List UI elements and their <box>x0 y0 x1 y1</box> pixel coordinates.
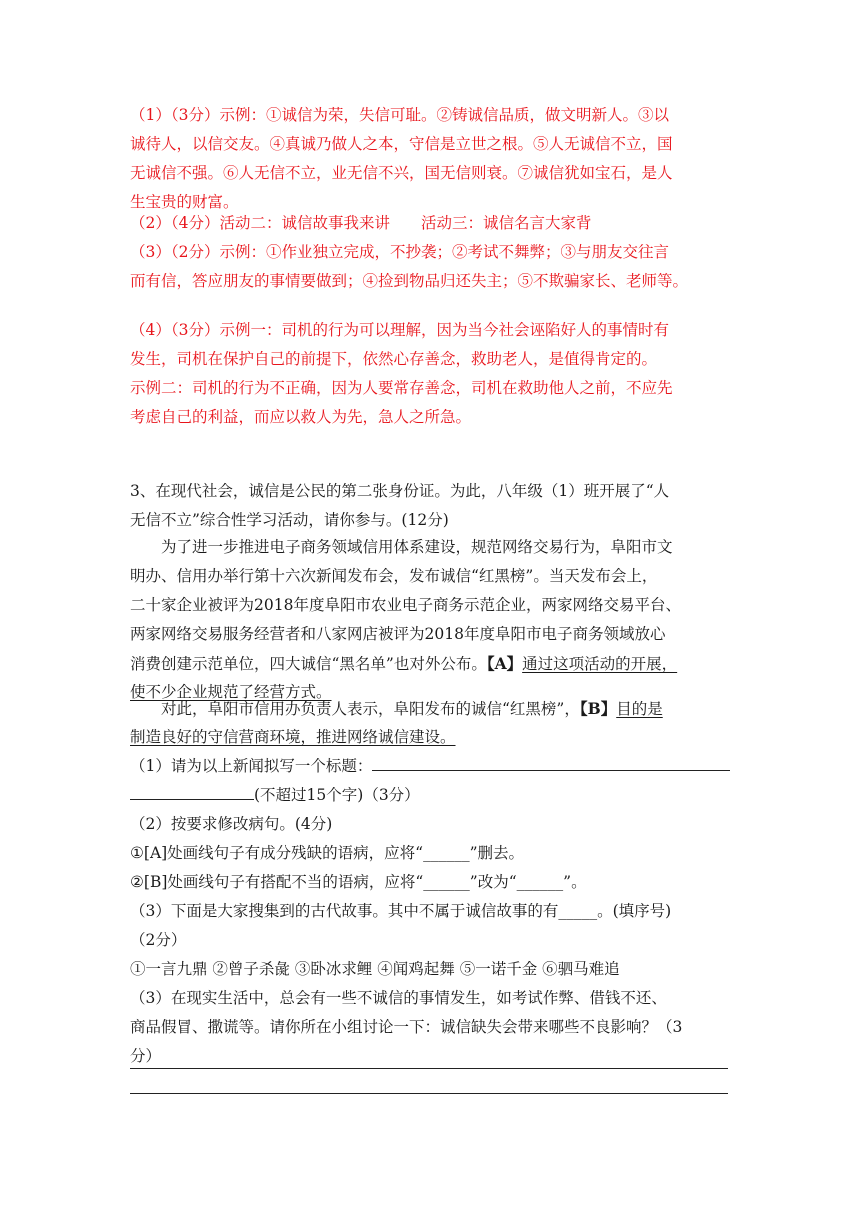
answer-1-line: 无诚信不强。⑥人无信不立，业无信不兴，国无信则衰。⑦诚信犹如宝石，是人 <box>130 164 673 182</box>
answer-3 <box>130 238 730 296</box>
answer-1-line: 诚待人，以信交友。④真诚乃做人之本，守信是立世之根。⑤人无诚信不立，国 <box>130 135 673 153</box>
answer-4 <box>130 316 730 432</box>
sub-question-line: （2）按要求修改病句。(4分) <box>130 815 333 833</box>
answer-3-line: （3）（2分）示例：①作业独立完成，不抄袭；②考试不舞弊；③与朋友交往言 <box>130 243 669 261</box>
sub-question-4 <box>130 984 730 1071</box>
sub-question-line <box>130 752 730 781</box>
question-intro-line: 无信不立”综合性学习活动，请你参与。(12分) <box>130 511 449 529</box>
marker-b: 【B】 <box>579 699 617 718</box>
question-intro-line: 3、在现代社会，诚信是公民的第二张身份证。为此，八年级（1）班开展了“人 <box>130 482 670 500</box>
answer-2-line: （2）（4分）活动二：诚信故事我来讲 活动三：诚信名言大家背 <box>130 214 592 232</box>
paragraph-line: 为了进一步推进电子商务领域信用体系建设，规范网络交易行为，阜阳市文 <box>161 538 673 556</box>
underlined-sentence-a: 使不少企业规范了经营方式。 <box>130 683 332 701</box>
underlined-sentence-a: 通过这项活动的开展， <box>522 655 678 673</box>
sub-question-1 <box>130 752 730 810</box>
sub-question-line: （3）在现实生活中，总会有一些不诚信的事情发生，如考试作弊、借钱不还、 <box>130 989 667 1007</box>
sub-question-line: （2分） <box>130 931 187 949</box>
paragraph-text: 消费创建示范单位，四大诚信“黑名单”也对外公布。 <box>130 655 487 673</box>
answer-1-line: （1）（3分）示例：①诚信为荣，失信可耻。②铸诚信品质，做文明新人。③以 <box>130 106 669 124</box>
paragraph-line: 二十家企业被评为2018年度阜阳市农业电子商务示范企业，两家网络交易平台、 <box>130 596 681 614</box>
news-paragraph-1 <box>130 533 730 707</box>
sub-question-line <box>130 781 730 810</box>
sub-question-text: （1）请为以上新闻拟写一个标题： <box>130 757 373 775</box>
title-answer-blank-cont[interactable] <box>130 781 254 800</box>
answer-4-line: （4）（3分）示例一：司机的行为可以理解，因为当今社会诬陷好人的事情时有 <box>130 321 669 339</box>
story-options: ①一言九鼎 ②曾子杀彘 ③卧冰求鲤 ④闻鸡起舞 ⑤一诺千金 ⑥驷马难追 <box>130 960 620 978</box>
sub-question-line: （3）下面是大家搜集到的古代故事。其中不属于诚信故事的有_____。(填序号) <box>130 902 672 920</box>
paragraph-text: 对此，阜阳市信用办负责人表示，阜阳发布的诚信“红黑榜”， <box>161 700 580 718</box>
answer-rule-line[interactable] <box>130 1093 728 1094</box>
answer-1-line: 生宝贵的财富。 <box>130 193 239 211</box>
paragraph-line: 两家网络交易服务经营者和八家网店被评为2018年度阜阳市电子商务领域放心 <box>130 625 666 643</box>
paragraph-line <box>130 649 730 678</box>
underlined-sentence-b: 目的是 <box>616 700 663 718</box>
sub-question-2 <box>130 810 730 897</box>
sub-question-line: 商品假冒、撒谎等。请你所在小组讨论一下：诚信缺失会带来哪些不良影响？（3 <box>130 1018 683 1036</box>
sub-question-text: (不超过15个字)（3分） <box>254 786 420 804</box>
answer-2 <box>130 209 730 238</box>
answer-1 <box>130 101 730 217</box>
answer-4-line: 发生，司机在保护自己的前提下，依然心存善念，救助老人，是值得肯定的。 <box>130 350 658 368</box>
paragraph-line: 明办、信用办举行第十六次新闻发布会，发布诚信“红黑榜”。当天发布会上， <box>130 567 658 585</box>
answer-rule-line[interactable] <box>130 1068 728 1069</box>
sub-question-line: 分） <box>130 1047 162 1065</box>
underlined-sentence-b: 制造良好的守信营商环境，推进网络诚信建设。 <box>130 728 456 746</box>
sub-question-line: ②[B]处画线句子有搭配不当的语病，应将“______”改为“______”。 <box>130 873 587 891</box>
question-intro <box>130 477 730 535</box>
sub-question-3 <box>130 897 730 984</box>
answer-4-line: 考虑自己的利益，而应以救人为先，急人之所急。 <box>130 408 472 426</box>
answer-4-line: 示例二：司机的行为不正确，因为人要常存善念，司机在救助他人之前，不应先 <box>130 379 673 397</box>
marker-a: 【A】 <box>486 654 523 673</box>
title-answer-blank[interactable] <box>372 752 730 771</box>
sub-question-line: ①[A]处画线句子有成分残缺的语病，应将“______”删去。 <box>130 844 525 862</box>
paragraph-line <box>130 694 730 723</box>
answer-3-line: 而有信，答应朋友的事情要做到；④捡到物品归还失主；⑤不欺骗家长、老师等。 <box>130 272 689 290</box>
paragraph-line <box>130 723 730 752</box>
news-paragraph-2 <box>130 694 730 752</box>
